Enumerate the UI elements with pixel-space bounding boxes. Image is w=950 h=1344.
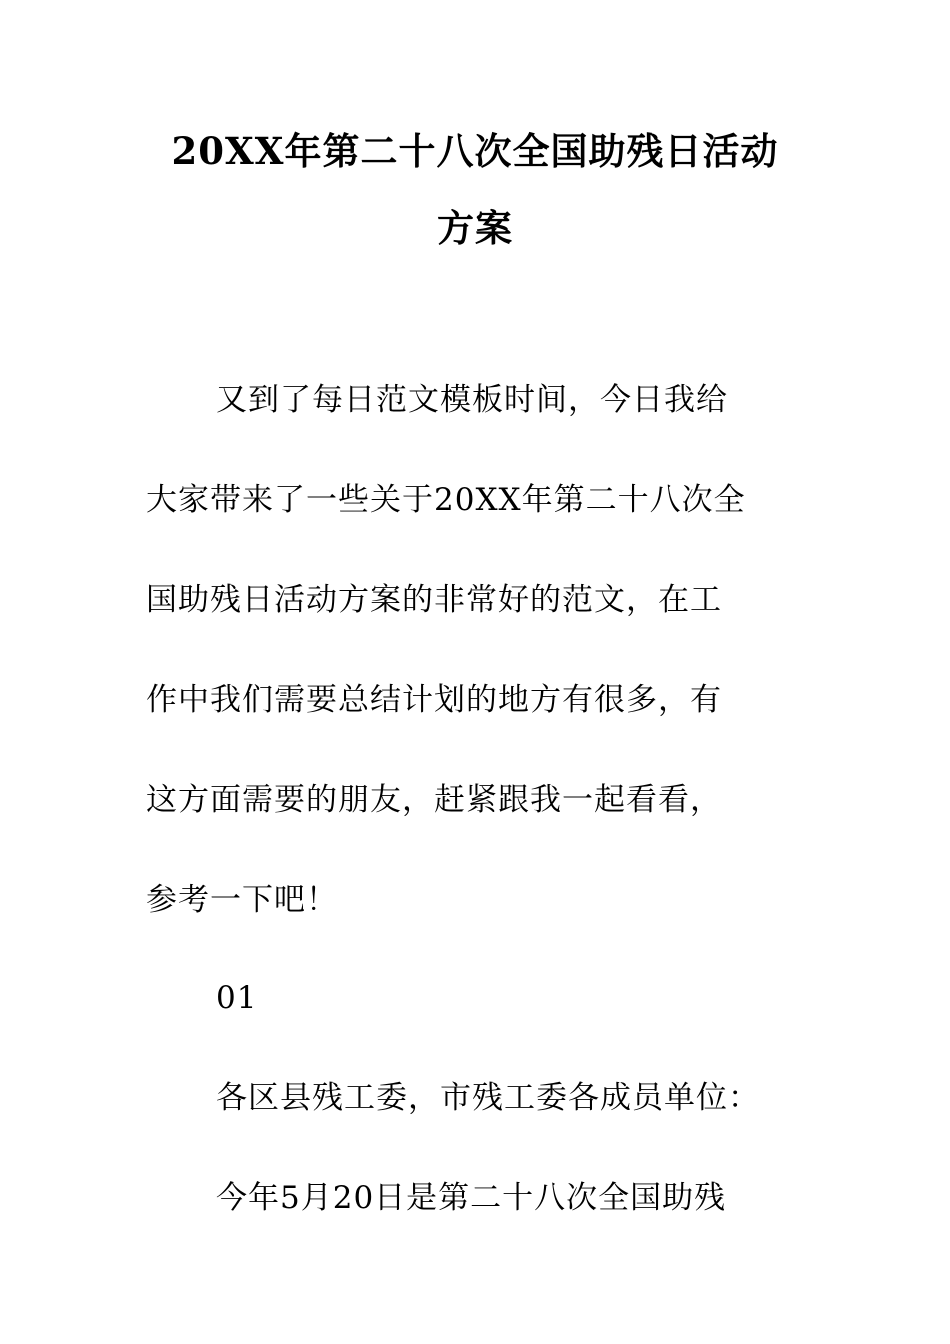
body-line-1: 今年5月20日是第二十八次全国助残 — [216, 1180, 727, 1216]
section-number: 01 — [216, 980, 258, 1016]
intro-line-2: 大家带来了一些关于20XX年第二十八次全 — [146, 482, 746, 518]
document-title-line-1: 20XX年第二十八次全国助残日活动 — [171, 129, 779, 173]
salutation: 各区县残工委，市残工委各成员单位： — [216, 1080, 760, 1116]
intro-line-4: 作中我们需要总结计划的地方有很多，有 — [146, 682, 722, 718]
intro-line-1: 又到了每日范文模板时间，今日我给 — [216, 382, 728, 418]
intro-line-3: 国助残日活动方案的非常好的范文，在工 — [146, 582, 722, 618]
intro-line-5: 这方面需要的朋友，赶紧跟我一起看看， — [146, 782, 722, 818]
document-title-line-2: 方案 — [437, 206, 513, 250]
intro-line-6: 参考一下吧！ — [146, 882, 338, 918]
